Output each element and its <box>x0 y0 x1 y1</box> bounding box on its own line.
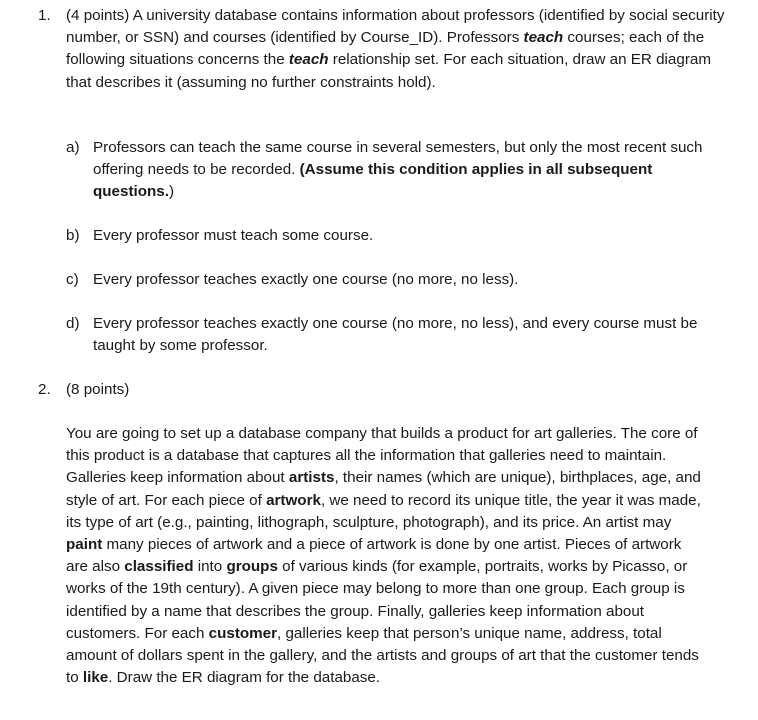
question-2 <box>38 379 738 401</box>
item-letter: b) <box>66 227 80 244</box>
question-1-item-a <box>66 137 726 204</box>
item-letter: c) <box>66 271 79 288</box>
question-1-item-b <box>66 225 726 247</box>
term-groups: groups <box>226 558 278 576</box>
question-2-paragraph: You are going to set up a database company that builds a product for art galleries. The core of this product is a database that captures all the information that galleries need to maintain. Galleries keep information about artists, their names (which are unique), birthplaces, age, and style of art. For each piece of artwork, we need to record its unique title, the year it was made, its type of art (e.g., painting, lithograph, sculpture, photograph), and its price. An artist may paint many pieces of artwork and a piece of artwork is done by one artist. Pieces of artwork are also classified into groups of various kinds (for example, portraits, works by Picasso, or works of the 19th century). A given piece may belong to more than one group. Each group is identified by a name that describes the group. Finally, galleries keep information about customers. For each customer, galleries keep that person’s unique name, address, total amount of dollars spent in the gallery, and the artists and groups of art that the customer tends to like. Draw the ER diagram for the database. <box>66 425 701 687</box>
item-text: Every professor must teach some course. <box>93 227 374 244</box>
term-artists: artists <box>288 469 335 487</box>
term-like: like <box>82 669 109 687</box>
question-1-number: 1. <box>38 7 51 24</box>
item-letter: d) <box>66 315 80 332</box>
term-artwork: artwork <box>266 491 321 509</box>
question-1-text: (4 points) A university database contains information about professors (identified by social security number, or SSN) and courses (identified by Course_ID). Professors teach courses; each of the following situations concerns the teach relationship set. For each situation, draw an ER diagram that describes it (assuming no further constraints hold). <box>66 7 725 91</box>
term-customer: customer <box>208 624 278 642</box>
item-text: Professors can teach the same course in several semesters, but only the most recent such offering needs to be recorded. (Assume this condition applies in all subsequent questions.) <box>93 139 703 201</box>
teach-term: teach <box>288 51 329 69</box>
item-text: Every professor teaches exactly one course (no more, no less), and every course must be taught by some professor. <box>93 315 698 355</box>
teach-term: teach <box>523 29 564 47</box>
question-1-item-d <box>66 313 726 357</box>
term-paint: paint <box>66 536 103 554</box>
item-text: Every professor teaches exactly one course (no more, no less). <box>93 271 519 288</box>
question-2-points: (8 points) <box>66 381 130 398</box>
term-classified: classified <box>124 558 194 576</box>
question-1 <box>38 5 738 94</box>
question-2-number: 2. <box>38 381 51 398</box>
question-1-item-c <box>66 269 726 291</box>
item-letter: a) <box>66 139 80 156</box>
